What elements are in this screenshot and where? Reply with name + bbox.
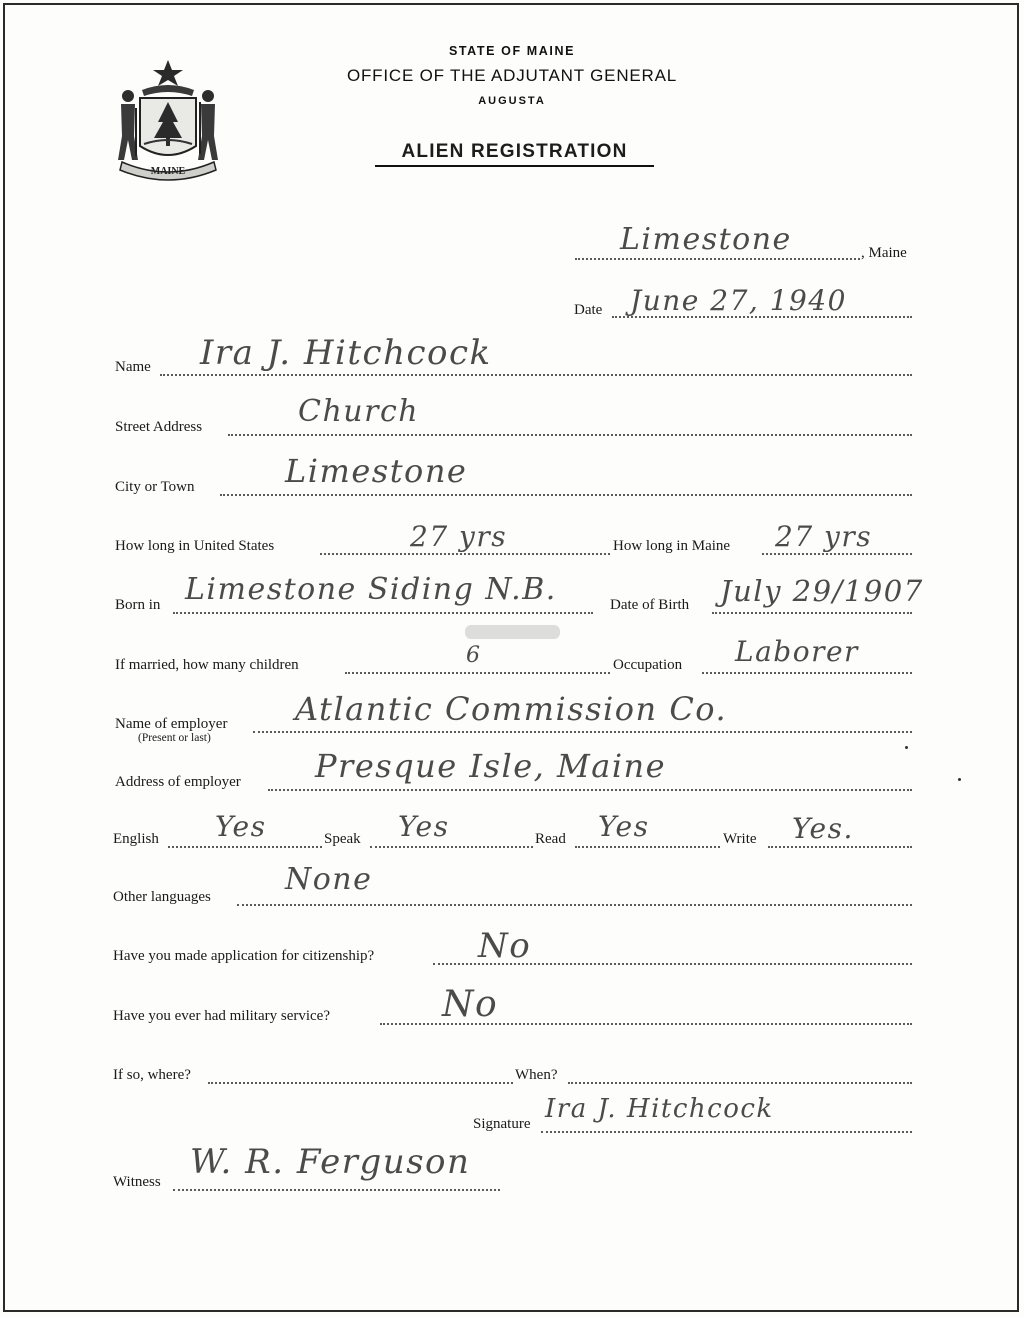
military-value: No bbox=[442, 984, 499, 1025]
signature-label: Signature bbox=[473, 1116, 531, 1132]
name-value: Ira J. Hitchcock bbox=[200, 333, 492, 373]
dob-value: July 29/1907 bbox=[720, 574, 924, 608]
speak-label: Speak bbox=[324, 831, 361, 847]
children-label: If married, how many children bbox=[115, 657, 299, 673]
write-line bbox=[768, 846, 912, 848]
children-line bbox=[345, 672, 610, 674]
witness-line bbox=[173, 1189, 500, 1191]
date-label: Date bbox=[574, 302, 603, 318]
employer-sublabel: (Present or last) bbox=[138, 732, 211, 744]
when-line bbox=[568, 1082, 912, 1084]
city-line bbox=[220, 494, 912, 496]
military-label: Have you ever had military service? bbox=[113, 1008, 330, 1024]
speak-value: Yes bbox=[398, 810, 450, 843]
street-label: Street Address bbox=[115, 419, 203, 435]
occupation-line bbox=[702, 672, 912, 674]
years-us-line bbox=[320, 553, 610, 555]
header-city: AUGUSTA bbox=[478, 95, 546, 107]
other-languages-label: Other languages bbox=[113, 889, 211, 905]
where-line bbox=[208, 1082, 513, 1084]
citizenship-label: Have you made application for citizenship? bbox=[113, 948, 375, 964]
english-value: Yes bbox=[215, 810, 267, 843]
witness-value: W. R. Ferguson bbox=[190, 1142, 471, 1182]
other-languages-line bbox=[237, 904, 912, 906]
place-value: Limestone bbox=[620, 222, 792, 257]
ink-smudge bbox=[465, 625, 560, 639]
citizenship-value: No bbox=[478, 926, 532, 966]
city-label: City or Town bbox=[115, 479, 195, 495]
dob-label: Date of Birth bbox=[610, 597, 690, 613]
years-us-label: How long in United States bbox=[115, 538, 275, 554]
years-us-value: 27 yrs bbox=[410, 520, 508, 553]
other-languages-value: None bbox=[285, 862, 373, 897]
paper-speck bbox=[905, 746, 908, 749]
place-line bbox=[575, 258, 860, 260]
english-label: English bbox=[113, 831, 159, 847]
header-office: OFFICE OF THE ADJUTANT GENERAL bbox=[346, 66, 678, 85]
street-line bbox=[228, 434, 912, 436]
employer-line bbox=[253, 731, 912, 733]
paper-speck bbox=[958, 778, 961, 781]
seal-motto: MAINE bbox=[150, 166, 186, 177]
years-maine-label: How long in Maine bbox=[613, 538, 731, 554]
employer-address-line bbox=[268, 789, 912, 791]
employer-value: Atlantic Commission Co. bbox=[295, 690, 728, 728]
signature-line bbox=[541, 1131, 912, 1133]
street-value: Church bbox=[298, 394, 420, 429]
read-line bbox=[575, 846, 720, 848]
name-line bbox=[160, 374, 912, 376]
dob-line bbox=[712, 612, 912, 614]
years-maine-line bbox=[762, 553, 912, 555]
form-title: ALIEN REGISTRATION bbox=[375, 141, 654, 167]
born-in-label: Born in bbox=[115, 597, 161, 613]
employer-address-label: Address of employer bbox=[115, 774, 241, 790]
where-label: If so, where? bbox=[113, 1067, 191, 1083]
born-in-value: Limestone Siding N.B. bbox=[185, 572, 557, 607]
write-label: Write bbox=[723, 831, 757, 847]
years-maine-value: 27 yrs bbox=[775, 520, 873, 553]
employer-label: Name of employer bbox=[115, 716, 228, 732]
witness-label: Witness bbox=[113, 1174, 161, 1190]
header-state: STATE OF MAINE bbox=[448, 44, 576, 58]
date-value: June 27, 1940 bbox=[630, 284, 847, 317]
born-in-line bbox=[173, 612, 593, 614]
place-suffix: , Maine bbox=[861, 245, 907, 261]
occupation-value: Laborer bbox=[735, 635, 859, 668]
english-line bbox=[168, 846, 322, 848]
name-label: Name bbox=[115, 359, 151, 375]
read-value: Yes bbox=[598, 810, 650, 843]
children-value: 6 bbox=[466, 643, 482, 668]
city-value: Limestone bbox=[285, 452, 468, 490]
write-value: Yes. bbox=[792, 812, 854, 845]
employer-address-value: Presque Isle, Maine bbox=[315, 747, 667, 785]
signature-value: Ira J. Hitchcock bbox=[545, 1094, 774, 1124]
read-label: Read bbox=[535, 831, 566, 847]
occupation-label: Occupation bbox=[613, 657, 683, 673]
speak-line bbox=[370, 846, 533, 848]
when-label: When? bbox=[515, 1067, 558, 1083]
